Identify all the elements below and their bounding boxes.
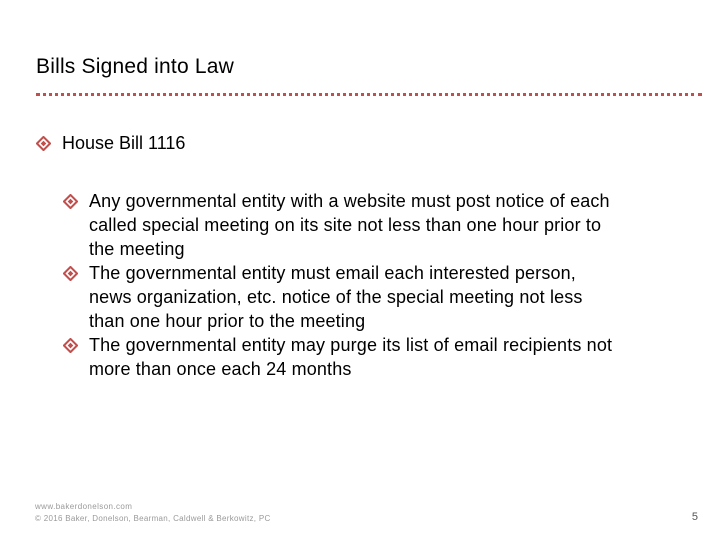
diamond-bullet-icon: [63, 194, 78, 209]
diamond-bullet-icon: [36, 136, 51, 151]
diamond-bullet-icon: [63, 338, 78, 353]
diamond-bullet-icon: [63, 266, 78, 281]
sub-bullet-line: than one hour prior to the meeting: [89, 311, 366, 331]
sub-bullet-line: The governmental entity may purge its list of email recipients not: [89, 335, 613, 355]
sub-bullet-line: the meeting: [89, 239, 185, 259]
footer-url: www.bakerdonelson.com: [35, 502, 133, 511]
main-bullet-text: House Bill 1116: [62, 133, 186, 153]
sub-bullet-item: [63, 333, 693, 381]
sub-bullet-item: [63, 189, 693, 261]
slide-title: Bills Signed into Law: [36, 55, 234, 78]
sub-bullet-line: called special meeting on its site not less than one hour prior to: [89, 215, 602, 235]
title-divider: [36, 93, 702, 96]
sub-bullet-line: news organization, etc. notice of the special meeting not less: [89, 287, 583, 307]
sub-bullet-line: more than once each 24 months: [89, 359, 352, 379]
sub-bullet-item: [63, 261, 693, 333]
sub-bullet-line: The governmental entity must email each interested person,: [89, 263, 576, 283]
footer-copyright: © 2016 Baker, Donelson, Bearman, Caldwell & Berkowitz, PC: [35, 514, 271, 523]
page-number: 5: [691, 511, 698, 523]
sub-bullet-line: Any governmental entity with a website must post notice of each: [89, 191, 610, 211]
sub-bullet-list: [63, 189, 693, 381]
